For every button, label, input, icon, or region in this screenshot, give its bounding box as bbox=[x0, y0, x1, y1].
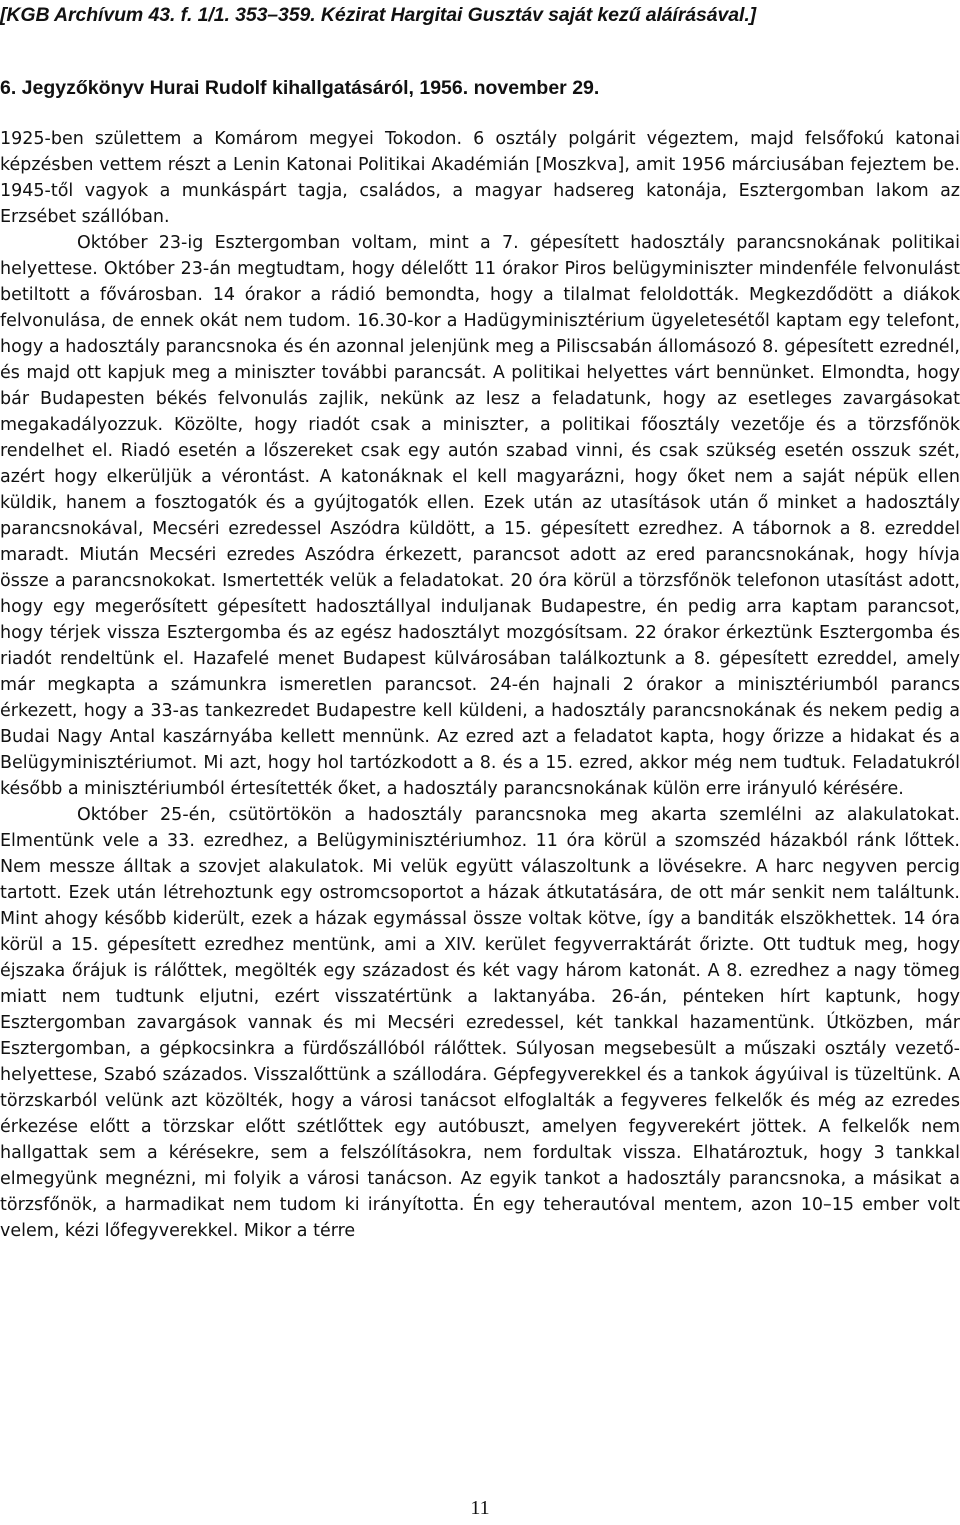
page-number: 11 bbox=[470, 1497, 490, 1519]
paragraph-1: 1925-ben születtem a Komárom megyei Tokodon. 6 osztály polgárit végeztem, majd felsőfokú katonai képzésben vettem részt a Lenin Katonai Politikai Akadémián [Moszkva], amit 1956 márciusában fejeztem be. 1945-től vagyok a munkáspárt tagja, családos, a magyar hadsereg katonája, Esztergomban lakom az Erzsébet szállóban. bbox=[0, 129, 960, 227]
paragraph-2: Október 23-ig Esztergomban voltam, mint a 7. gépesített hadosztály parancsnokának politikai helyettese. Október 23-án megtudtam, hogy délelőtt 11 órakor Piros belügyminiszter mindenféle felvonulást betiltott a fővárosban. 14 órakor a rádió bemondta, hogy a tilalmat feloldották. Megkezdődött a diákok felvonulása, de ennek okát nem tudom. 16.30-kor a Hadügyminisztérium ügyeletesétől kaptam egy telefont, hogy a hadosztály parancsnoka és én azonnal jelenjünk meg a Piliscsabán állomásozó 8. gépesített ezrednél, és majd ott kapjuk meg a miniszter további parancsát. A politikai helyettes várt bennünket. Elmondta, hogy bár Budapesten békés felvonulás zajlik, nekünk az lesz a feladatunk, hogy az esetleges zavargásokat megakadályozzuk. Közölte, hogy riadót csak a miniszter, a politikai főosztály vezetője és a törzsfőnök rendelhet el. Riadó esetén a lőszereket csak egy autón szabad vinni, és csak szükség esetén osszuk szét, azért hogy elkerüljük a vérontást. A katonáknak el kell magyarázni, hogy őket nem a saját népük ellen küldik, hanem a fosztogatók és a gyújtogatók ellen. Ezek után az utasítások után ő minket a hadosztály parancsnokával, Mecséri ezredessel Aszódra küldött, a 15. gépesített ezredhez. A tábornok a 8. ezreddel maradt. Miután Mecséri ezredes Aszódra érkezett, parancsot adott az ered parancsnokának, hogy hívja össze a parancsnokokat. Ismertették velük a feladatokat. 20 óra körül a törzsfőnök telefonon utasítást adott, hogy egy megerősített gépesített hadosztállyal induljanak Budapestre, én pedig arra kaptam parancsot, hogy térjek vissza Esztergomba és az egész hadosztályt mozgósítsam. 22 órakor érkeztünk Esztergomba és riadót rendeltünk el. Hazafelé menet Budapest külvárosában találkoztunk a 8. gépesített ezreddel, amely már megkapta a számunkra ismeretlen parancsot. 24-én hajnali 2 órakor a minisztériumból parancs érkezett, hogy a 33-as tankezredet Budapestre kell küldeni, a hadosztály parancsnokának és nekem pedig a Budai Nagy Antal kaszárnyába kellett mennünk. Az ezred azt a feladatot kapta, hogy őrizze a hidakat és a Belügyminisztériumot. Mi azt, hogy hol tartózkodott a 8. és a 15. ezred, akkor még nem tudtuk. Feladatukról később a minisztériumból értesítették őket, a hadosztály parancsnokának külön erre irányuló kérésére. bbox=[0, 233, 960, 799]
archive-source-note: [KGB Archívum 43. f. 1/1. 353–359. Kézirat Hargitai Gusztáv saját kezű aláírásával.] bbox=[0, 4, 757, 26]
document-title: 6. Jegyzőkönyv Hurai Rudolf kihallgatásáról, 1956. november 29. bbox=[0, 77, 600, 99]
paragraph-3: Október 25-én, csütörtökön a hadosztály parancsnoka meg akarta szemlélni az alakulatokat. Elmentünk vele a 33. ezredhez, a Belügyminisztériumhoz. 11 óra körül a szomszéd házakból ránk lőttek. Nem messze álltak a szovjet alakulatok. Mi velük együtt válaszoltunk a lövésekre. A harc negyven percig tartott. Ezek után létrehoztunk egy ostromcsoportot a házak átkutatására, de ott már senkit nem találtunk. Mint ahogy később kiderült, ezek a házak egymással össze voltak kötve, így a banditák elszökhettek. 14 óra körül a 15. gépesített ezredhez mentünk, ami a XIV. kerület fegyverraktárát őrizte. Ott tudtuk meg, hogy éjszaka őrájuk is rálőttek, megölték egy századost és két vagy három katonát. A 8. ezredhez a nagy tömeg miatt nem tudtunk eljutni, ezért visszatértünk a laktanyába. 26-án, pénteken hírt kaptunk, hogy Esztergomban zavargások vannak és mi Mecséri ezredessel, két tankkal hazamentünk. Útközben, már Esztergomban, a gépkocsinkra a fürdőszállóból rálőttek. Súlyosan megsebesült a műszaki osztály vezető-helyettese, Szabó százados. Visszalőttünk a szállodára. Gépfegyverekkel és a tankok ágyúival is tüzeltünk. A törzskarból velünk azt közölték, hogy a városi tanácsot elfoglalták a fegyveres felkelők és még az ezredes érkezése előtt a törzskar előtt szétlőttek egy autóbuszt, amelyen fegyverekért jöttek. A felkelők nem hallgattak sem a kérésekre, sem a felszólításokra, nem fordultak vissza. Elhatároztuk, hogy 3 tankkal elmegyünk megnézni, mi folyik a városi tanácson. Az egyik tankot a hadosztály parancsnoka, a másikat a törzsfőnök, a harmadikat nem tudom ki irányította. Én egy teherautóval mentem, azon 10–15 ember volt velem, kézi lőfegyverekkel. Mikor a térre bbox=[0, 805, 960, 1241]
document-body bbox=[0, 126, 960, 1244]
